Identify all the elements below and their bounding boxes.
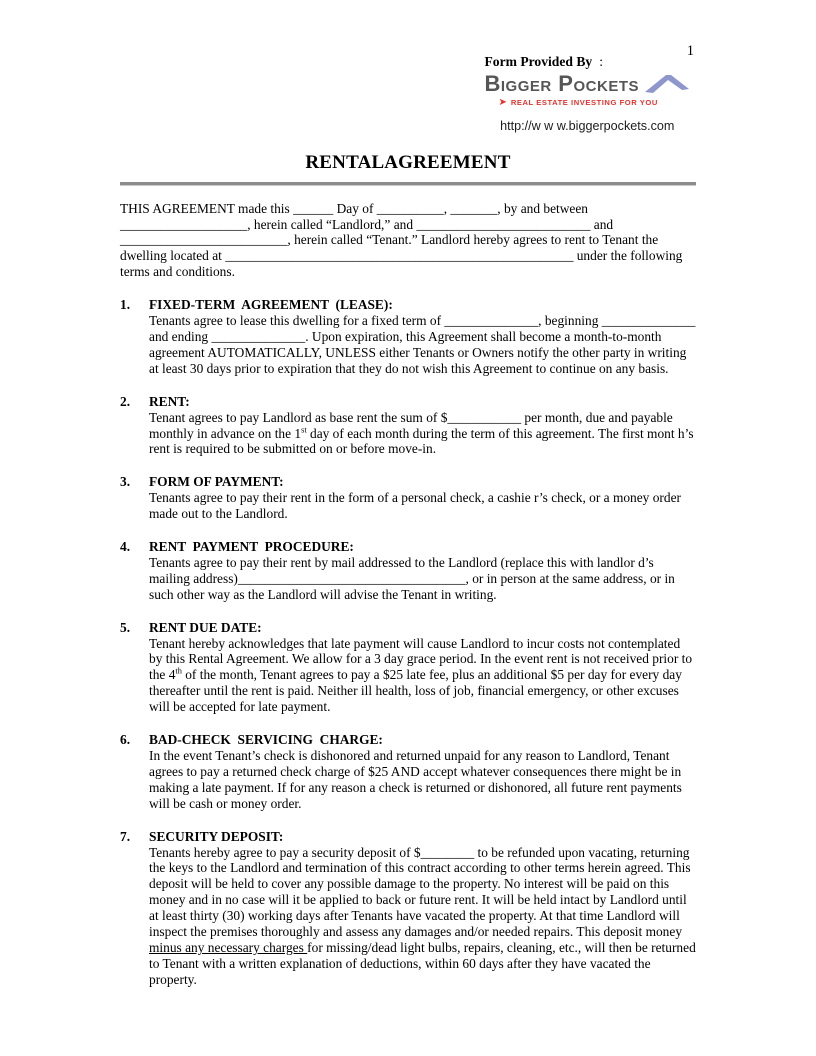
section [120, 829, 696, 988]
section-content [149, 297, 696, 377]
section-body: In the event Tenant’s check is dishonored and returned unpaid for any reason to Landlord, Tenant agrees to pay a returned check charge of $25 AND accept whatever consequences there might be in making a late payment. If for any reason a check is returned or dishonored, all future rent payments will be cash or money order. [149, 748, 682, 811]
section-content [149, 620, 696, 715]
intro-paragraph: THIS AGREEMENT made this ______ Day of __________, _______, by and between ___________________, herein called “Landlord,” and __________________________ and _________________________, herein called “Tenant.” Landlord hereby agrees to rent to Tenant the dwelling located at ____________________________________________________ under the following terms and conditions. [120, 200, 683, 280]
website-url[interactable]: http://w w w.biggerpockets.com [500, 118, 675, 133]
section-body: Tenants agree to pay their rent by mail addressed to the Landlord (replace this with landlor d’s mailing address)__________________________________, or in person at the same address, or in such other way as the Landlord will advise the Tenant in writing. [149, 554, 675, 602]
section-number: 6. [120, 732, 131, 748]
section-heading: FORM OF PAYMENT: [149, 474, 284, 490]
section [120, 474, 696, 522]
biggerpockets-logo [484, 70, 690, 111]
section-heading: RENT DUE DATE: [149, 619, 262, 635]
section-content [149, 732, 696, 812]
section [120, 539, 696, 603]
document-title: RENTAL AGREEMENT [305, 151, 511, 173]
section-number: 4. [120, 539, 131, 555]
logo-wordmark: Bigger Pockets [484, 70, 639, 96]
form-provider-block [484, 54, 696, 135]
section-number: 1. [120, 297, 131, 313]
section-heading: SECURITY DEPOSIT: [149, 828, 284, 844]
form-provided-by [484, 54, 690, 70]
header [120, 54, 696, 135]
red-arrow-icon: ➤ [498, 96, 507, 108]
section-content [149, 829, 696, 988]
form-provided-by-label: Form Provided By [484, 54, 593, 69]
section [120, 394, 696, 458]
house-roof-icon [644, 74, 690, 94]
section-body: Tenant agrees to pay Landlord as base rent the sum of $___________ per month, due and payable monthly in advance on the 1st day of each month during the term of this agreement. The first mont h’s rent is required to be submitted on or before move-in. [149, 409, 694, 457]
title-divider [120, 182, 696, 186]
logo-tagline: REAL ESTATE INVESTING FOR YOU [510, 97, 658, 107]
logo-tagline-row [484, 95, 690, 111]
section-body: Tenants agree to pay their rent in the form of a personal check, a cashie r’s check, or a money order made out to the Landlord. [149, 490, 681, 522]
section-content [149, 394, 696, 458]
section-heading: RENT: [149, 393, 190, 409]
section [120, 297, 696, 377]
sections-list [120, 297, 696, 988]
form-provided-by-colon: : [599, 54, 603, 69]
section [120, 732, 696, 812]
section [120, 620, 696, 715]
section-content [149, 539, 696, 603]
logo-wordmark-row [484, 70, 690, 96]
section-number: 5. [120, 619, 131, 635]
section-number: 7. [120, 828, 131, 844]
section-content [149, 474, 696, 522]
section-number: 2. [120, 393, 131, 409]
section-heading: BAD-CHECK SERVICING CHARGE: [149, 732, 383, 748]
section-heading: RENT PAYMENT PROCEDURE: [149, 539, 354, 555]
section-body: Tenant hereby acknowledges that late payment will cause Landlord to incur costs not contemplated by this Rental Agreement. We allow for a 3 day grace period. In the event rent is not received prior to the 4th of the month, Tenant agrees to pay a $25 late fee, plus an additional $5 per day for every day thereafter until the rent is paid. Neither ill health, loss of job, financial emergency, or other excuses will be accepted for late payment. [149, 635, 693, 715]
section-body: Tenants hereby agree to pay a security deposit of $________ to be refunded upon vacating, returning the keys to the Landlord and termination of this contract according to other terms herein agreed. This deposit will be held to cover any possible damage to the property. No interest will be paid on this money and in no case will it be applied to back or future rent. It will be held intact by Landlord until at least thirty (30) working days after Tenants have vacated the property. At that time Landlord will inspect the premises thoroughly and assess any damages and/or needed repairs. This deposit money minus any necessary charges for missing/dead light bulbs, repairs, cleaning, etc., will then be returned to Tenant with a written explanation of deductions, within 60 days after they have vacated the property. [149, 844, 696, 987]
section-heading: FIXED-TERM AGREEMENT (LEASE): [149, 297, 393, 313]
section-number: 3. [120, 474, 131, 490]
page-number: 1 [686, 43, 694, 59]
section-body: Tenants agree to lease this dwelling for a fixed term of ______________, beginning ______________ and ending ______________. Upon expiration, this Agreement shall become a month-to-month agreement AUTOMATICALLY, UNLESS either Tenants or Owners notify the other party in writing at least 30 days prior to expiration that they do not wish this Agreement to continue on any basis. [149, 313, 696, 376]
